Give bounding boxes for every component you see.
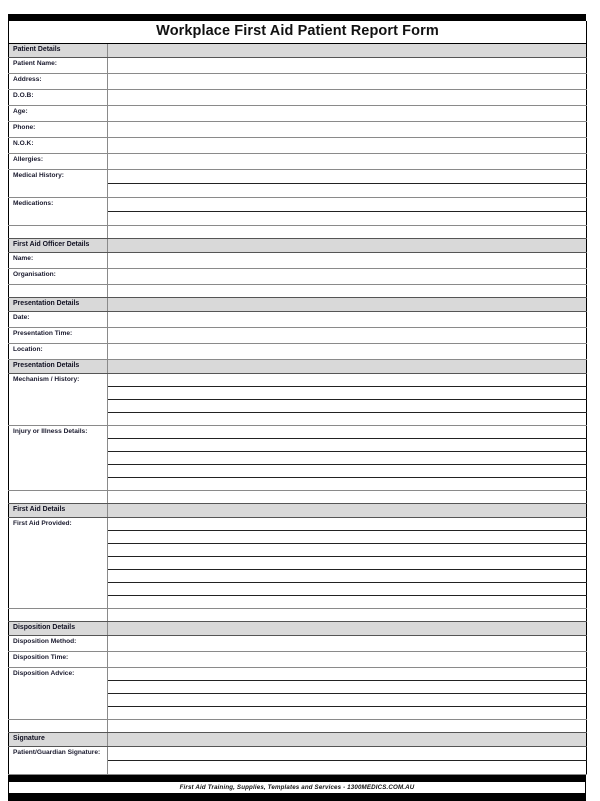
form-field-row xyxy=(9,312,587,328)
top-black-bar xyxy=(8,14,586,21)
section-header-label: First Aid Details xyxy=(9,504,108,518)
section-header-row xyxy=(9,733,587,747)
field-input-line[interactable] xyxy=(108,596,587,609)
field-input-line[interactable] xyxy=(108,400,587,413)
section-header-fill xyxy=(108,504,587,518)
spacer-label-cell xyxy=(9,285,108,298)
field-label: Mechanism / History: xyxy=(9,374,108,426)
form-table xyxy=(8,21,587,775)
form-field-row xyxy=(9,198,587,212)
field-input[interactable] xyxy=(108,668,587,681)
field-input[interactable] xyxy=(108,58,587,74)
title-row xyxy=(9,21,587,44)
field-input[interactable] xyxy=(108,122,587,138)
spacer-label-cell xyxy=(9,720,108,733)
first-aid-report-form xyxy=(8,14,586,801)
page-title: Workplace First Aid Patient Report Form xyxy=(9,21,587,44)
field-input-line[interactable] xyxy=(108,413,587,426)
spacer-label-cell xyxy=(9,226,108,239)
spacer-value-cell xyxy=(108,609,587,622)
form-field-row xyxy=(9,58,587,74)
section-header-fill xyxy=(108,360,587,374)
field-label: Patient/Guardian Signature: xyxy=(9,747,108,775)
form-field-row xyxy=(9,518,587,531)
field-label: Age: xyxy=(9,106,108,122)
field-input[interactable] xyxy=(108,374,587,387)
field-label: Date: xyxy=(9,312,108,328)
field-input[interactable] xyxy=(108,198,587,212)
form-field-row xyxy=(9,636,587,652)
form-field-row xyxy=(9,344,587,360)
field-input-line[interactable] xyxy=(108,570,587,583)
field-input-line[interactable] xyxy=(108,531,587,544)
field-label: Name: xyxy=(9,253,108,269)
form-field-row xyxy=(9,747,587,761)
form-field-row xyxy=(9,253,587,269)
field-label: First Aid Provided: xyxy=(9,518,108,609)
footer-top-black-bar xyxy=(8,775,586,782)
field-label: D.O.B: xyxy=(9,90,108,106)
field-input-line[interactable] xyxy=(108,184,587,198)
form-field-row xyxy=(9,328,587,344)
field-label: Address: xyxy=(9,74,108,90)
field-input-line[interactable] xyxy=(108,583,587,596)
form-field-row xyxy=(9,269,587,285)
field-input-line[interactable] xyxy=(108,465,587,478)
field-input-line[interactable] xyxy=(108,694,587,707)
field-input[interactable] xyxy=(108,138,587,154)
field-input-line[interactable] xyxy=(108,212,587,226)
spacer-label-cell xyxy=(9,609,108,622)
field-input[interactable] xyxy=(108,106,587,122)
field-label: Patient Name: xyxy=(9,58,108,74)
field-input-line[interactable] xyxy=(108,387,587,400)
section-header-row xyxy=(9,360,587,374)
section-spacer-row xyxy=(9,720,587,733)
section-header-label: Disposition Details xyxy=(9,622,108,636)
field-label: Medications: xyxy=(9,198,108,226)
field-label: Presentation Time: xyxy=(9,328,108,344)
field-label: Phone: xyxy=(9,122,108,138)
field-input[interactable] xyxy=(108,747,587,761)
footer-text: First Aid Training, Supplies, Templates and Services - 1300MEDICS.COM.AU xyxy=(8,782,586,793)
spacer-label-cell xyxy=(9,491,108,504)
field-label: Disposition Time: xyxy=(9,652,108,668)
field-label: Disposition Method: xyxy=(9,636,108,652)
field-input[interactable] xyxy=(108,253,587,269)
form-field-row xyxy=(9,90,587,106)
spacer-value-cell xyxy=(108,226,587,239)
field-label: Location: xyxy=(9,344,108,360)
field-input-line[interactable] xyxy=(108,439,587,452)
form-field-row xyxy=(9,426,587,439)
section-header-label: Signature xyxy=(9,733,108,747)
field-label: Injury or Illness Details: xyxy=(9,426,108,491)
field-input-line[interactable] xyxy=(108,478,587,491)
field-input-line[interactable] xyxy=(108,557,587,570)
section-header-fill xyxy=(108,622,587,636)
field-input[interactable] xyxy=(108,154,587,170)
form-field-row xyxy=(9,74,587,90)
field-label: Medical History: xyxy=(9,170,108,198)
section-header-label: Patient Details xyxy=(9,44,108,58)
field-label: Allergies: xyxy=(9,154,108,170)
section-header-row xyxy=(9,298,587,312)
section-spacer-row xyxy=(9,491,587,504)
section-header-label: First Aid Officer Details xyxy=(9,239,108,253)
form-field-row xyxy=(9,374,587,387)
form-body xyxy=(9,21,587,775)
field-input[interactable] xyxy=(108,652,587,668)
section-header-fill xyxy=(108,44,587,58)
section-header-label: Presentation Details xyxy=(9,360,108,374)
section-spacer-row xyxy=(9,285,587,298)
bottom-black-bar xyxy=(8,793,586,801)
section-header-fill xyxy=(108,298,587,312)
spacer-value-cell xyxy=(108,491,587,504)
spacer-value-cell xyxy=(108,285,587,298)
field-input[interactable] xyxy=(108,426,587,439)
field-input-line[interactable] xyxy=(108,544,587,557)
field-input-line[interactable] xyxy=(108,761,587,775)
field-input-line[interactable] xyxy=(108,707,587,720)
field-input[interactable] xyxy=(108,344,587,360)
form-field-row xyxy=(9,154,587,170)
field-input[interactable] xyxy=(108,269,587,285)
section-header-fill xyxy=(108,239,587,253)
field-input[interactable] xyxy=(108,312,587,328)
section-header-label: Presentation Details xyxy=(9,298,108,312)
field-input[interactable] xyxy=(108,636,587,652)
field-input[interactable] xyxy=(108,90,587,106)
form-field-row xyxy=(9,652,587,668)
field-label: Disposition Advice: xyxy=(9,668,108,720)
field-input[interactable] xyxy=(108,74,587,90)
field-label: N.O.K: xyxy=(9,138,108,154)
form-field-row xyxy=(9,122,587,138)
field-input-line[interactable] xyxy=(108,681,587,694)
field-label: Organisation: xyxy=(9,269,108,285)
section-header-row xyxy=(9,504,587,518)
form-field-row xyxy=(9,138,587,154)
section-header-row xyxy=(9,239,587,253)
section-header-fill xyxy=(108,733,587,747)
section-header-row xyxy=(9,622,587,636)
section-header-row xyxy=(9,44,587,58)
spacer-value-cell xyxy=(108,720,587,733)
section-spacer-row xyxy=(9,609,587,622)
field-input[interactable] xyxy=(108,328,587,344)
field-input-line[interactable] xyxy=(108,452,587,465)
form-field-row xyxy=(9,668,587,681)
section-spacer-row xyxy=(9,226,587,239)
form-field-row xyxy=(9,106,587,122)
field-input[interactable] xyxy=(108,518,587,531)
form-field-row xyxy=(9,170,587,184)
field-input[interactable] xyxy=(108,170,587,184)
